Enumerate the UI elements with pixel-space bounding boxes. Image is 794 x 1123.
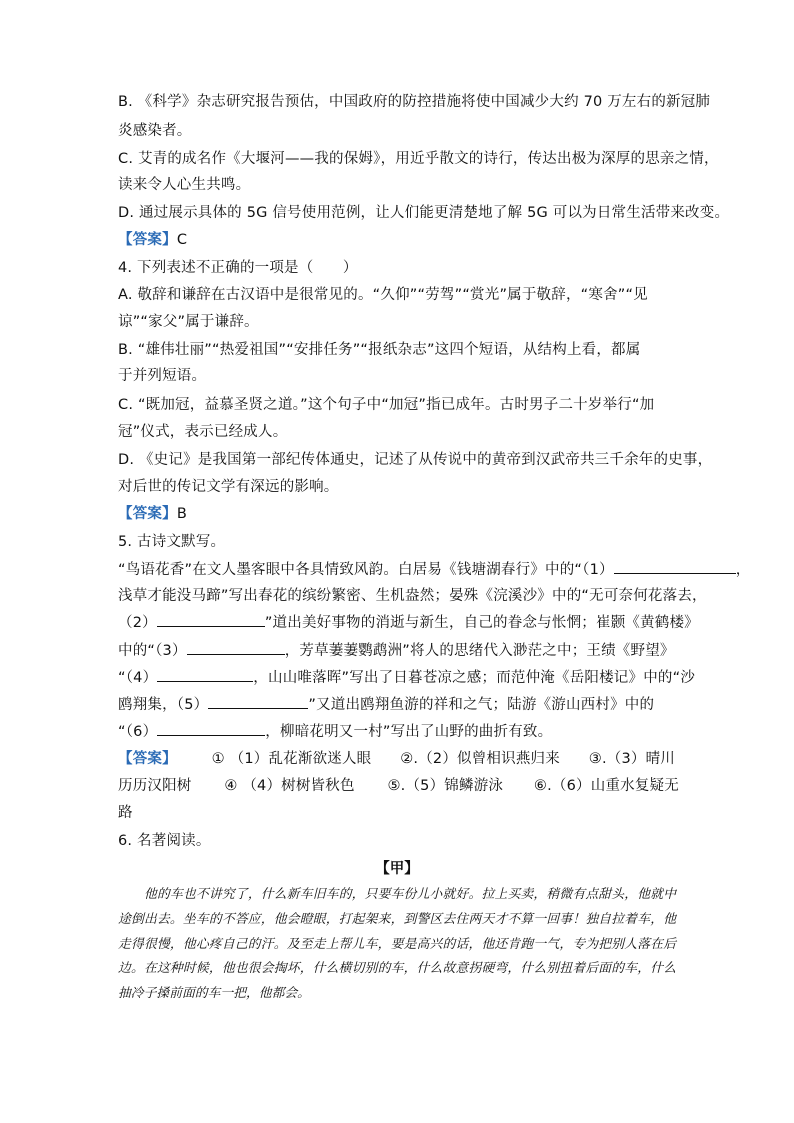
q5-line-4 (118, 640, 675, 661)
answer-value: B (176, 506, 187, 522)
q5-line-7 (118, 721, 552, 742)
question-4-title: 4. 下列表述不正确的一项是（ ） (118, 260, 358, 276)
question-6-title: 6. 名著阅读。 (118, 833, 211, 849)
answer-number-3: ③ (588, 751, 602, 767)
q5-line-5 (118, 667, 695, 688)
answer-q3 (118, 230, 187, 250)
fill-blank-3 (187, 640, 285, 655)
text-segment: （2） (118, 615, 157, 631)
q5-line-3 (118, 612, 699, 633)
text-segment: “（4） (118, 670, 158, 686)
q5-line-1 (118, 559, 750, 580)
fill-blank-4 (157, 667, 253, 682)
q4-option-d-line-2: 对后世的传记文学有深远的影响。 (118, 479, 339, 495)
answer-q4 (118, 504, 187, 524)
text-segment: ， (735, 562, 751, 578)
q4-option-c-line-1: C. “既加冠，益慕圣贤之道。”这个句子中“加冠”指已成年。古时男子二十岁举行“加 (118, 397, 655, 413)
answer-number-1: ① (211, 751, 225, 767)
text-segment: “鸟语花香”在文人墨客眼中各具情致风韵。白居易《钱塘湖春行》中的“（1） (118, 562, 614, 578)
answer-q5-line-2 (118, 776, 679, 796)
answer-text-3: .（3）晴川 (601, 751, 675, 767)
question-5-title: 5. 古诗文默写。 (118, 534, 226, 550)
answer-text-6: .（6）山重水复疑无 (547, 778, 679, 794)
text-segment: “（6） (118, 724, 158, 740)
answer-text-3-cont: 历历汉阳树 (118, 778, 192, 794)
answer-label: 【答案】 (118, 232, 177, 248)
answer-text-2: .（2）似曾相识燕归来 (413, 751, 560, 767)
text-segment: ，山山唯落晖”写出了日暮苍凉之感；而范仲淹《岳阳楼记》中的“沙 (253, 670, 696, 686)
q5-line-6 (118, 694, 654, 715)
answer-text-4: （4）树树皆秋色 (242, 778, 355, 794)
answer-number-5: ⑤ (387, 778, 401, 794)
q4-option-b-line-1: B. “雄伟壮丽”“热爱祖国”“安排任务”“报纸杂志”这四个短语，从结构上看，都属 (118, 342, 641, 358)
option-d-line: D. 通过展示具体的 5G 信号使用范例，让人们能更清楚地了解 5G 可以为日常生活带来改变。 (118, 205, 730, 221)
fill-blank-2 (157, 612, 265, 627)
answer-number-6: ⑥ (533, 778, 548, 794)
option-b-line-1: B. 《科学》杂志研究报告预估，中国政府的防控措施将使中国减少大约 70 万左右的新冠肺 (118, 94, 711, 110)
excerpt-heading: 【甲】 (375, 861, 419, 877)
q5-line-2: 浅草才能没马蹄”写出春花的缤纷繁密、生机盎然；晏殊《浣溪沙》中的“无可奈何花落去， (118, 588, 707, 604)
answer-number-4: ④ (224, 778, 238, 794)
text-segment: ”道出美好事物的消逝与新生，自己的眷念与怅惘；崔颢《黄鹤楼》 (264, 615, 699, 631)
answer-q5-line-1 (118, 749, 675, 769)
text-segment: ”又道出鸥翔鱼游的祥和之气；陆游《游山西村》中的 (308, 697, 655, 713)
q4-option-a-line-1: A. 敬辞和谦辞在古汉语中是很常见的。“久仰”“劳驾”“赏光”属于敬辞，“寒舍”“见 (118, 287, 648, 303)
excerpt-body (118, 883, 676, 1007)
text-segment: 鸥翔集，（5） (118, 697, 209, 713)
answer-label: 【答案】 (118, 506, 177, 522)
answer-text-5: .（5）锦鳞游泳 (400, 778, 504, 794)
text-segment: ，芳草萋萋鹦鹉洲”将人的思绪代入渺茫之中；王绩《野望》 (284, 643, 675, 659)
option-c-line-2: 读来令人心生共鸣。 (118, 177, 251, 193)
fill-blank-5 (208, 694, 308, 709)
answer-value: C (176, 232, 188, 248)
option-c-line-1: C. 艾青的成名作《大堰河——我的保姆》，用近乎散文的诗行，传达出极为深厚的思亲之情， (118, 151, 719, 167)
fill-blank-1 (614, 559, 736, 574)
fill-blank-6 (157, 721, 265, 736)
answer-number-2: ② (400, 751, 414, 767)
text-segment: ，柳暗花明又一村”写出了山野的曲折有致。 (265, 724, 553, 740)
q4-option-a-line-2: 谅”“家父”属于谦辞。 (118, 314, 259, 330)
excerpt-paragraph: 他的车也不讲究了，什么新车旧车的，只要车份儿小就好。拉上买卖，稍微有点甜头，他就中途倒出去。坐车的不答应，他会瞪眼，打起架来，到警区去住两天才不算一回事！独自拉着车，他走得很慢，他心疼自己的汗。及至走上帮儿车，要是高兴的话，他还肯跑一气，专为把别人落在后边。在这种时候，他也很会掏坏，什么横切别的车，什么故意拐硬弯，什么别扭着后面的车，什么抽冷子搡前面的车一把，他都会。 (118, 887, 676, 1002)
q4-option-c-line-2: 冠”仪式，表示已经成人。 (118, 424, 288, 440)
answer-text-1: （1）乱花渐欲迷人眼 (229, 751, 372, 767)
q4-option-b-line-2: 于并列短语。 (118, 368, 207, 384)
answer-label: 【答案】 (118, 751, 177, 767)
q4-option-d-line-1: D. 《史记》是我国第一部纪传体通史，记述了从传说中的黄帝到汉武帝共三千余年的史事， (118, 452, 713, 468)
option-b-line-2: 炎感染者。 (118, 123, 192, 139)
text-segment: 中的“（3） (118, 643, 187, 659)
answer-q5-line-3: 路 (118, 805, 133, 821)
